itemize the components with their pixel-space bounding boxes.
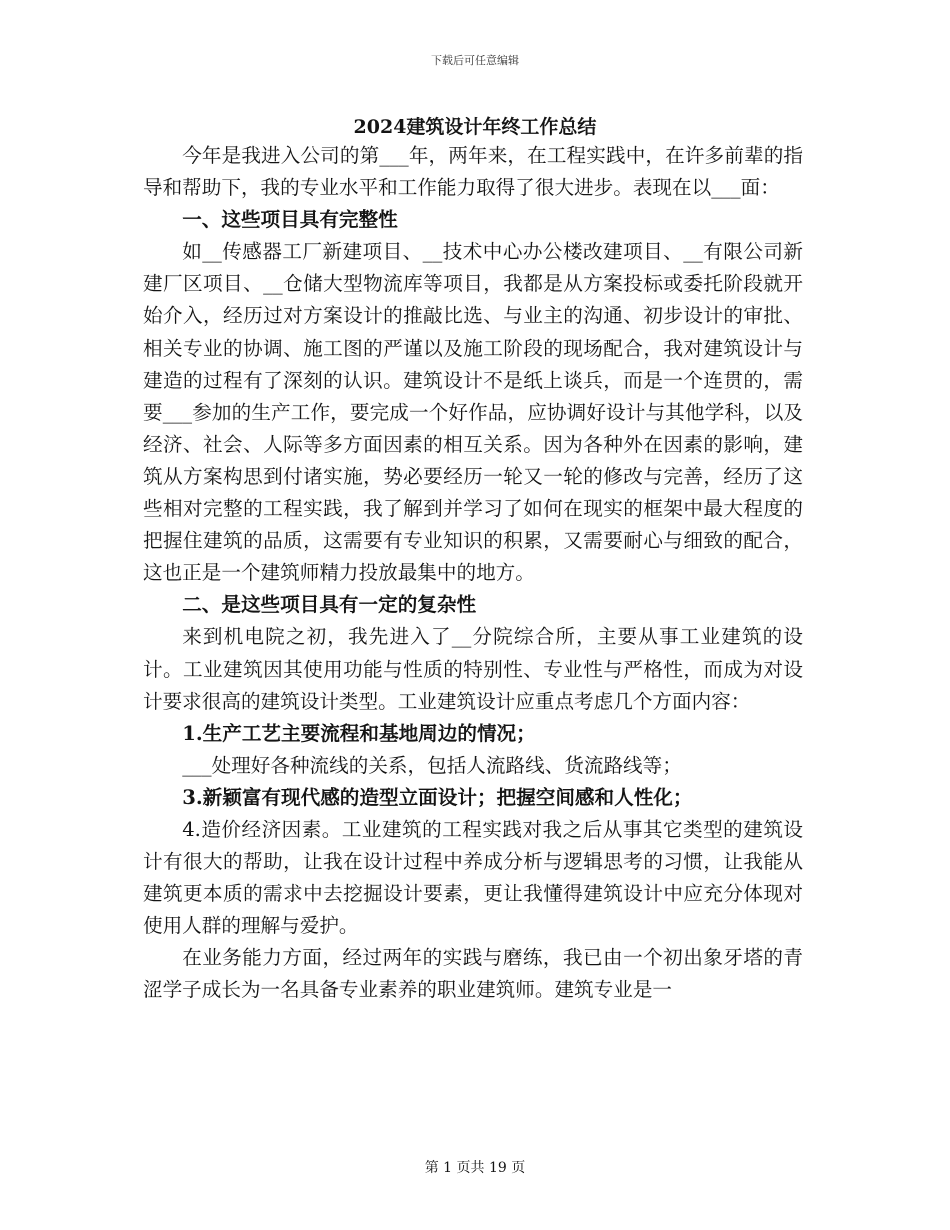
page-footer: 第 1 页共 19 页 <box>424 1160 526 1176</box>
document-body <box>143 140 803 1007</box>
paragraph-industrial: 来到机电院之初，我先进入了__分院综合所，主要从事工业建筑的设计。工业建筑因其使用功能与性质的特别性、专业性与严格性，而成为对设计要求很高的建筑设计类型。工业建筑设计应重点考虑几个方面内容： <box>143 625 803 713</box>
document-title: 2024建筑设计年终工作总结 <box>353 116 597 138</box>
list-item-2: ___处理好各种流线的关系，包括人流路线、货流路线等； <box>182 753 682 777</box>
paragraph-projects: 如__传感器工厂新建项目、__技术中心办公楼改建项目、__有限公司新建厂区项目、__仓储大型物流库等项目，我都是从方案投标或委托阶段就开始介入，经历过对方案设计的推敲比选、与业主的沟通、初步设计的审批、相关专业的协调、施工图的严谨以及施工阶段的现场配合，我对建筑设计与建造的过程有了深刻的认识。建筑设计不是纸上谈兵，而是一个连贯的，需要___参加的生产工作，要完成一个好作品，应协调好设计与其他学科，以及经济、社会、人际等多方面因素的相互关系。因为各种外在因素的影响，建筑从方案构思到付诸实施，势必要经历一轮又一轮的修改与完善，经历了这些相对完整的工程实践，我了解到并学习了如何在现实的框架中最大程度的把握住建筑的品质，这需要有专业知识的积累，又需要耐心与细致的配合，这也正是一个建筑师精力投放最集中的地方。 <box>143 240 803 585</box>
section-heading-1: 一、这些项目具有完整性 <box>182 208 398 232</box>
list-item-3: 3.新颖富有现代感的造型立面设计；把握空间感和人性化； <box>182 785 693 809</box>
paragraph-ability: 在业务能力方面，经过两年的实践与磨练，我已由一个初出象牙塔的青涩学子成长为一名具备专业素养的职业建筑师。建筑专业是一 <box>143 946 803 1002</box>
list-item-1: 1.生产工艺主要流程和基地周边的情况； <box>182 721 536 745</box>
list-item-4: 4.造价经济因素。工业建筑的工程实践对我之后从事其它类型的建筑设计有很大的帮助，让我在设计过程中养成分析与逻辑思考的习惯，让我能从建筑更本质的需求中去挖掘设计要素，更让我懂得建筑设计中应充分体现对使用人群的理解与爱护。 <box>143 817 803 938</box>
paragraph-intro: 今年是我进入公司的第___年，两年来，在工程实践中，在许多前辈的指导和帮助下，我的专业水平和工作能力取得了很大进步。表现在以___面： <box>143 144 803 200</box>
header-note: 下载后可任意编辑 <box>431 54 519 67</box>
section-heading-2: 二、是这些项目具有一定的复杂性 <box>182 593 477 617</box>
